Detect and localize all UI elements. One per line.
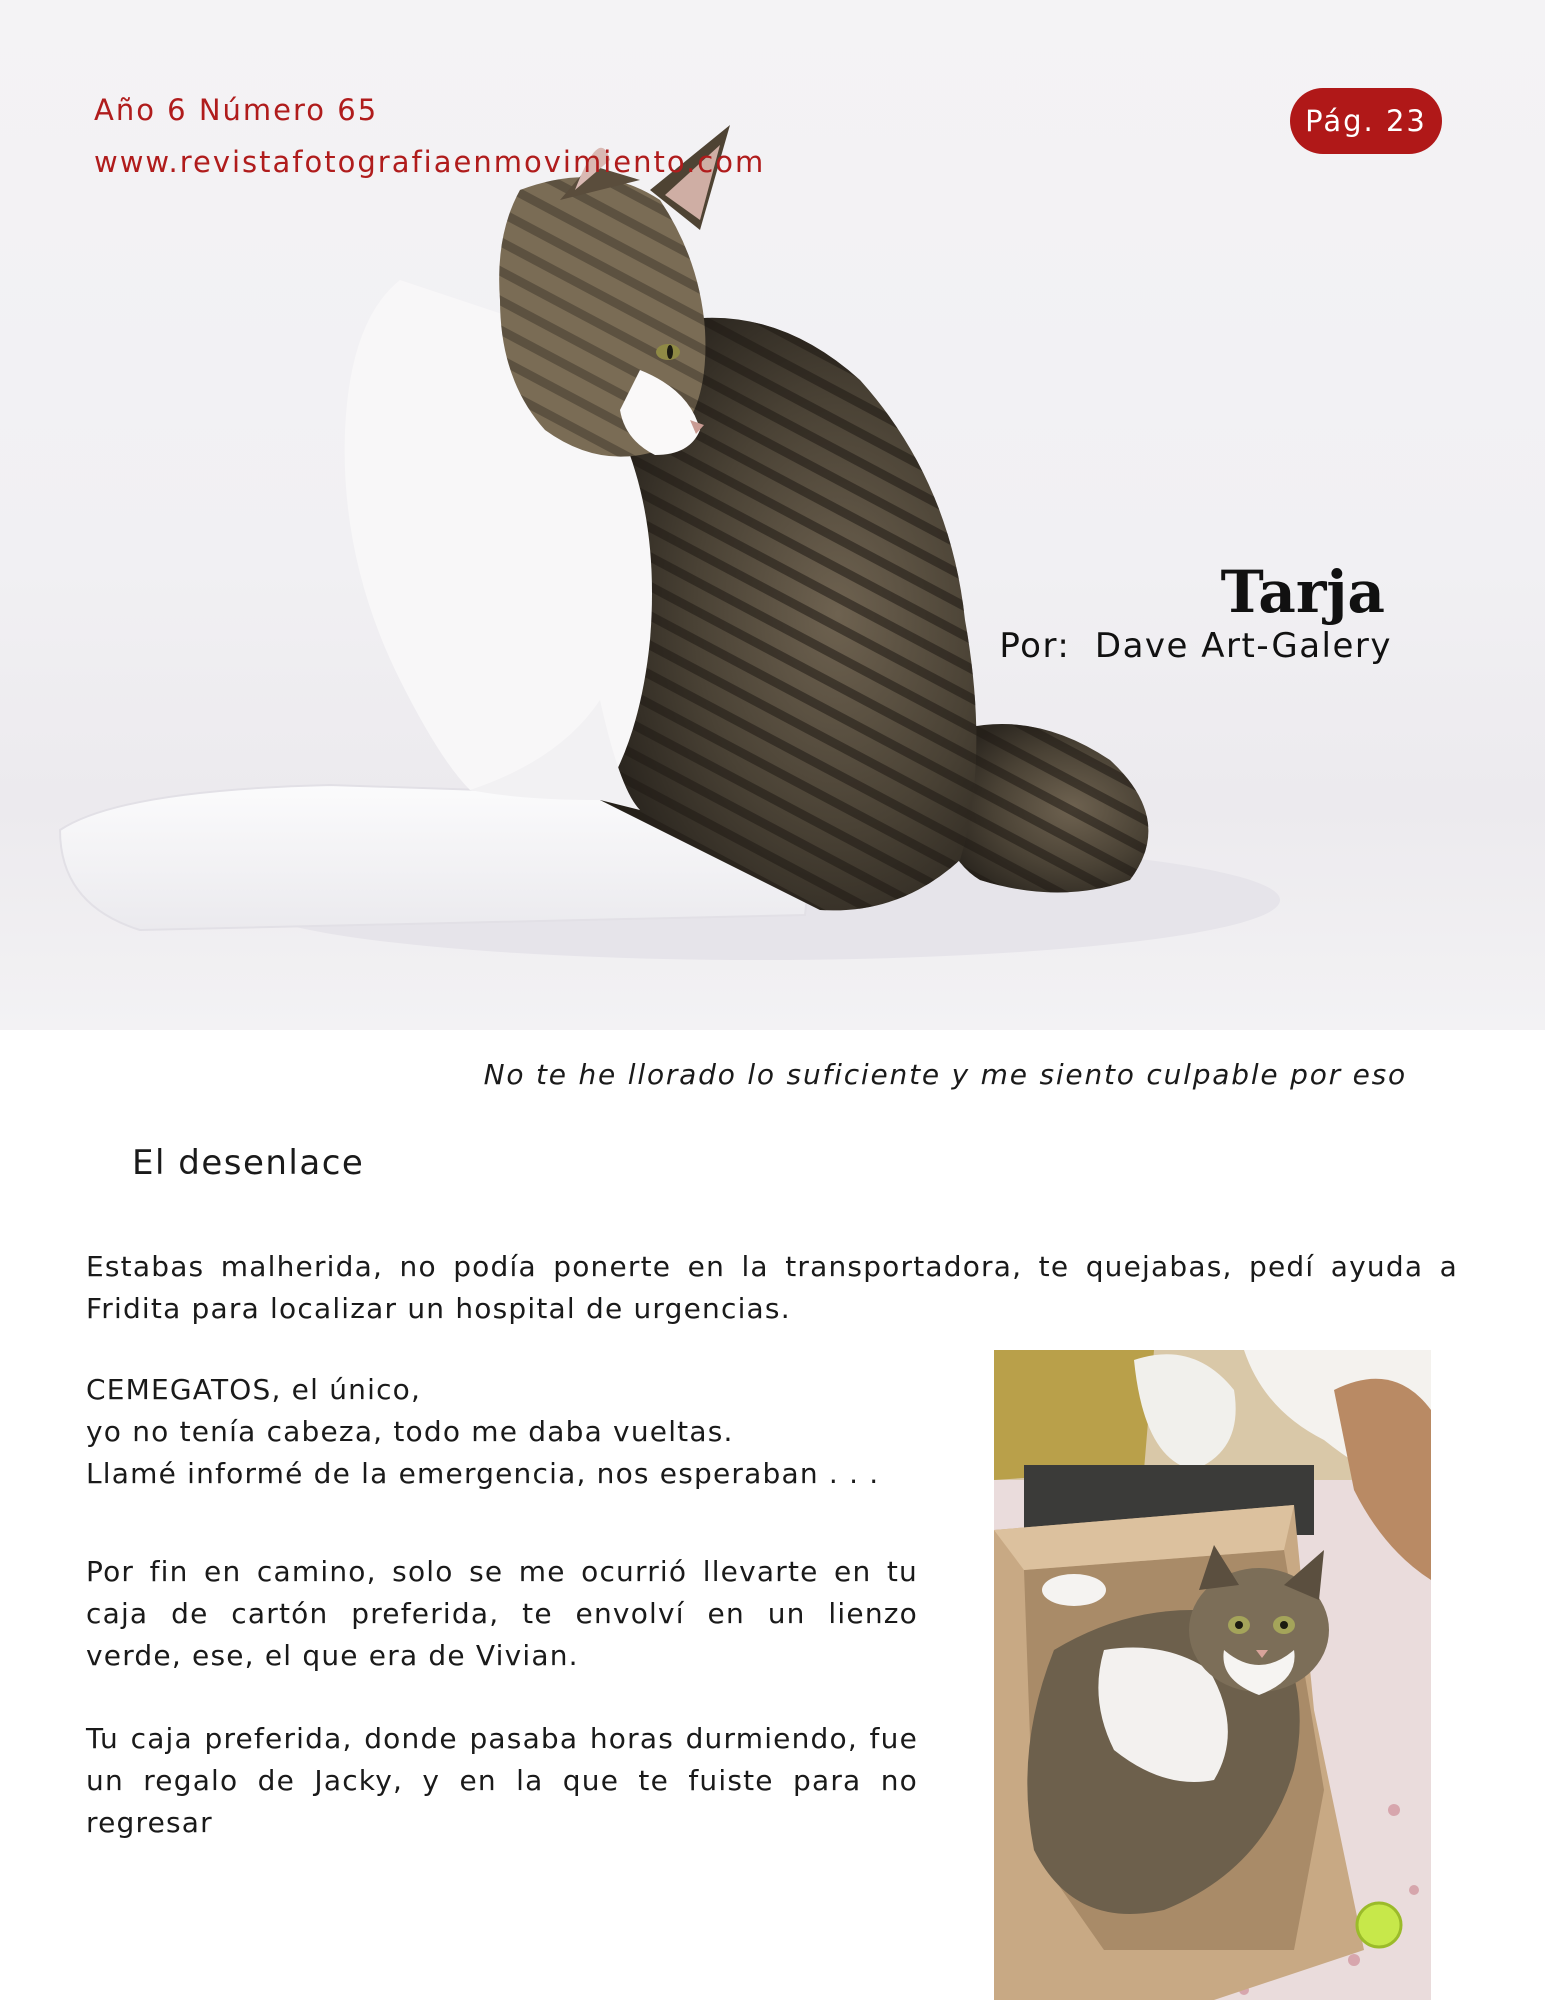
text-line-2: yo no tenía cabeza, todo me daba vueltas. xyxy=(86,1415,734,1448)
issue-info xyxy=(94,84,765,188)
text-line-1: CEMEGATOS, el único, xyxy=(86,1373,422,1406)
page-number-badge: Pág. 23 xyxy=(1290,88,1442,154)
issue-number: Año 6 Número 65 xyxy=(94,93,379,127)
paragraph-3: Tu caja preferida, donde pasaba horas durmiendo, fue un regalo de Jacky, y en la que te fuiste para no regresar xyxy=(86,1722,918,1839)
paragraph-1: Estabas malherida, no podía ponerte en la transportadora, te quejabas, pedí ayuda a Fridita para localizar un hospital de urgencias. xyxy=(86,1250,1458,1325)
website-link[interactable]: www.revistafotografiaenmovimiento.com xyxy=(94,145,766,179)
article-byline: Por: Dave Art-Galery xyxy=(999,626,1392,666)
photo-caption: No te he llorado lo suficiente y me siento culpable por eso xyxy=(483,1058,1407,1091)
text-line-3: Llamé informé de la emergencia, nos esperaban . . . xyxy=(86,1457,880,1490)
cat-in-box-photo xyxy=(994,1350,1431,2000)
article-title: Tarja xyxy=(1220,558,1385,626)
cat-in-box-illustration xyxy=(994,1350,1431,2000)
section-heading: El desenlace xyxy=(132,1143,365,1183)
paragraph-2: Por fin en camino, solo se me ocurrió llevarte en tu caja de cartón preferida, te envolví en un lienzo verde, ese, el que era de Vivian. xyxy=(86,1555,918,1672)
